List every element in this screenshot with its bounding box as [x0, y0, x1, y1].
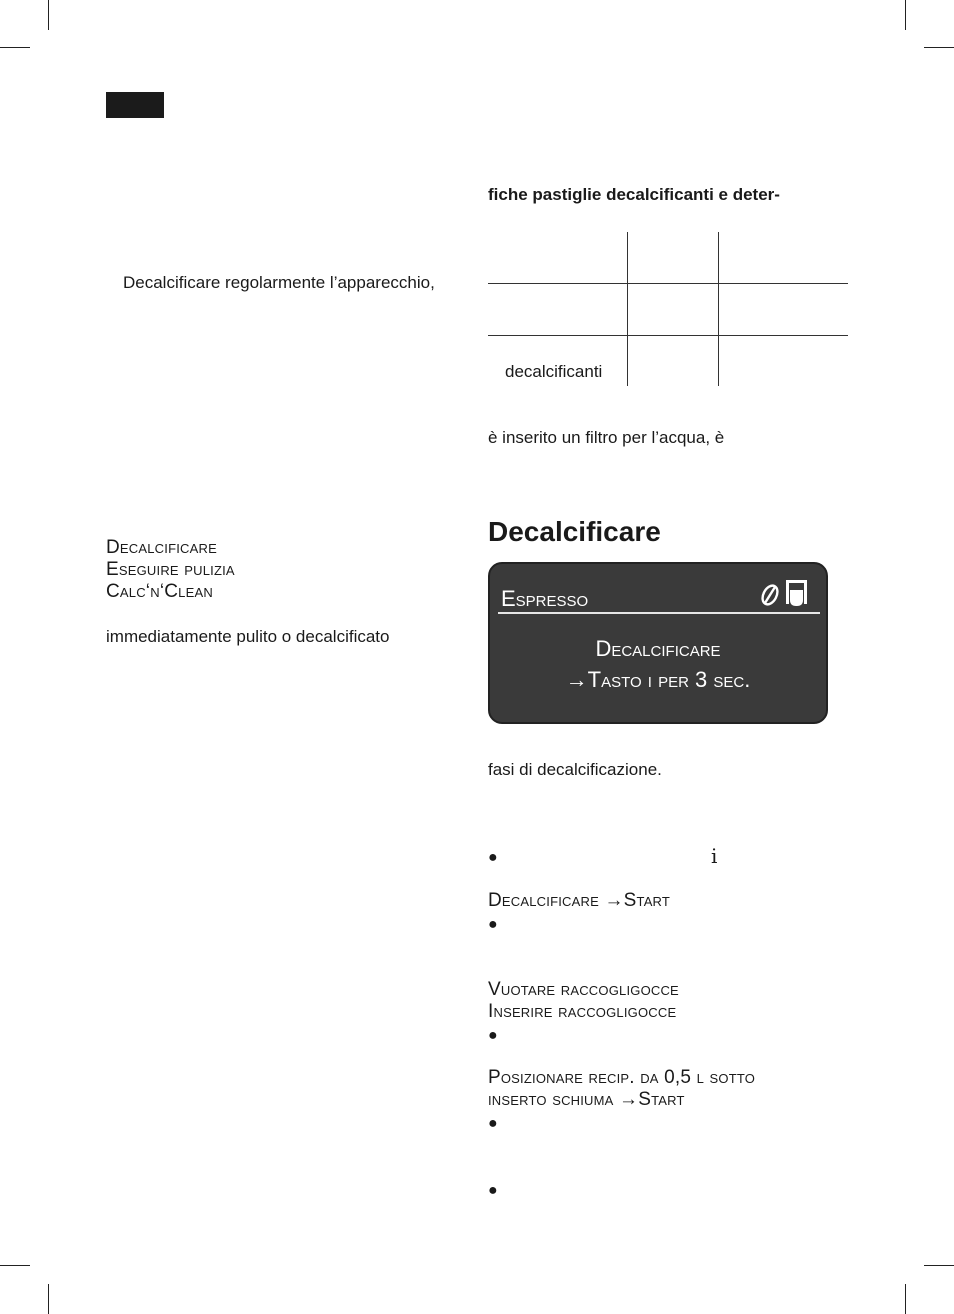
arrow-icon: →	[619, 1089, 639, 1110]
regular-decalc-text: Decalcificare regolarmente l’apparecchio,	[123, 273, 435, 292]
crop-mark	[0, 1265, 30, 1266]
table-divider	[488, 283, 848, 284]
arrow-icon: →	[604, 890, 624, 911]
info-icon: i	[711, 844, 718, 868]
display-message: Decalcificare	[595, 636, 721, 661]
step-posizionare: Posizionare recip. da 0,5 l sotto	[488, 1067, 756, 1088]
machine-display	[488, 562, 828, 724]
bullet-icon: ●	[488, 849, 498, 866]
arrow-icon: →	[565, 667, 588, 692]
filter-text: è inserito un filtro per l’acqua, è	[488, 428, 725, 447]
display-icons	[756, 576, 812, 610]
display-rule	[498, 612, 820, 614]
cup-icon	[786, 580, 807, 606]
menu-option-decalcificare: Decalcificare	[106, 537, 217, 558]
table-divider	[718, 232, 719, 386]
crop-mark	[0, 47, 30, 48]
menu-option-calc-n-clean: Calc‘n‘Clean	[106, 581, 213, 602]
step-vuotare: Vuotare raccogligocce	[488, 979, 679, 1000]
step-inserto: inserto schiuma →Start	[488, 1089, 685, 1110]
table-divider	[627, 232, 628, 386]
crop-mark	[924, 47, 954, 48]
bullet-icon: ●	[488, 1027, 498, 1044]
immediate-clean-text: immediatamente pulito o decalcificato	[106, 627, 390, 646]
section-heading: Decalcificare	[488, 516, 661, 547]
crop-mark	[48, 1284, 49, 1314]
menu-option-pulizia: Eseguire pulizia	[106, 559, 235, 580]
table-cell: decalcificanti	[505, 362, 603, 381]
bullet-icon: ●	[488, 1182, 498, 1199]
coffee-bean-icon	[756, 576, 812, 610]
crop-mark	[48, 0, 49, 30]
crop-mark	[905, 1284, 906, 1314]
table-divider	[488, 335, 848, 336]
bullet-icon: ●	[488, 1115, 498, 1132]
crop-mark	[905, 0, 906, 30]
bullet-icon: ●	[488, 916, 498, 933]
display-title: Espresso	[501, 586, 589, 611]
step-inserire: Inserire raccogligocce	[488, 1001, 677, 1022]
step-decalcificare-start: Decalcificare →Start	[488, 890, 671, 911]
language-tab	[106, 92, 164, 118]
crop-mark	[924, 1265, 954, 1266]
phases-text: fasi di decalcificazione.	[488, 760, 662, 779]
tablets-bold-text: fiche pastiglie decalcificanti e deter-	[488, 185, 780, 204]
display-instruction: →Tasto i per 3 sec.	[565, 667, 751, 692]
